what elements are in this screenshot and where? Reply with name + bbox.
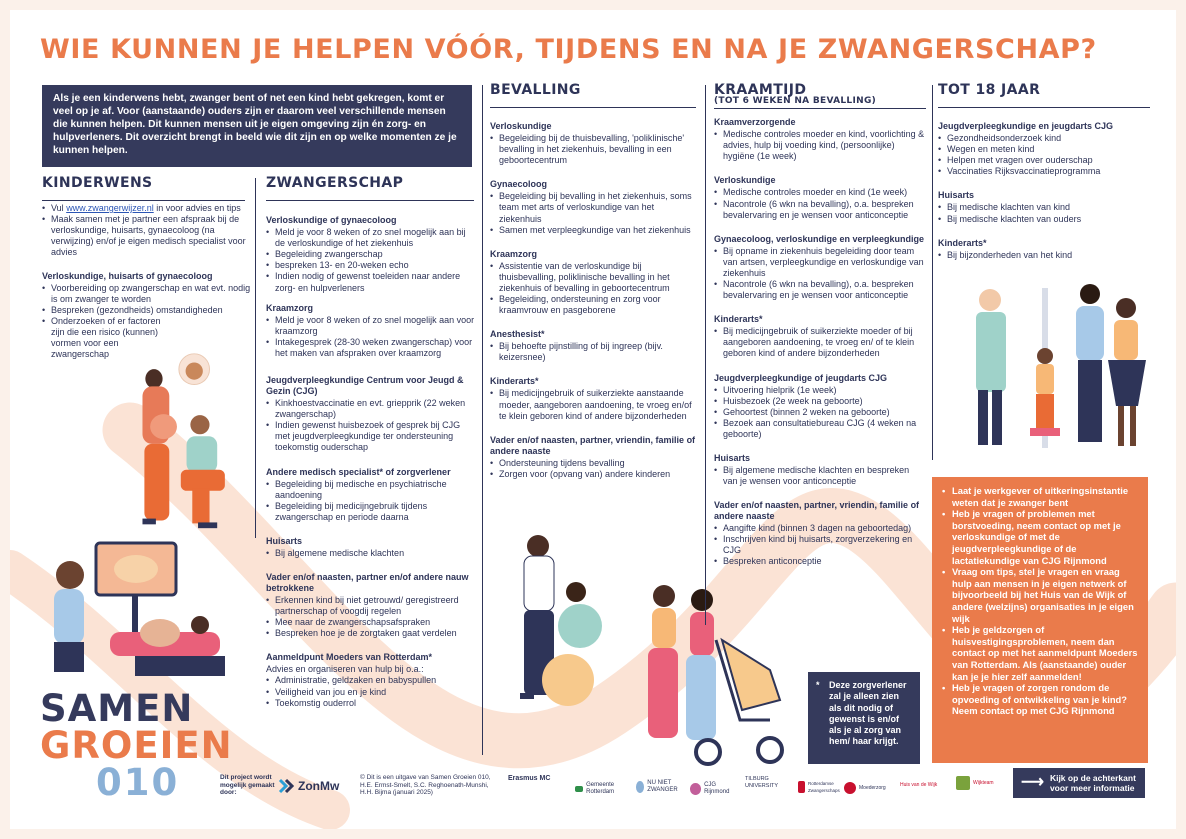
tot18-section: Kinderarts* • Bij bijzonderheden van het kind — [938, 238, 1150, 261]
heading-underline — [938, 107, 1150, 108]
kraamtijd-section: Jeugdverpleegkundige of jeugdarts CJG • Uitvoering hielprik (1e week) • Huisbezoek (2e week na geboorte) • Gehoortest (binnen 2 weken na geboorte) • Bezoek aan consultatiebureau CJG (4 weken na geboorte) — [714, 373, 926, 440]
tip-item: • Vraag om tips, stel je vragen en vraag hulp aan mensen in je eigen netwerk of bijvoorbeeld bij het Huis van de Wijk of andere (welzijns) organisaties in je eigen wijk — [942, 566, 1138, 624]
heading-underline — [714, 108, 926, 109]
kraamtijd-section: Kraamverzorgende • Medische controles moeder en kind, voorlichting & advies, hulp bij voeding kind, (persoonlijke) hygiëne (1e week) — [714, 117, 926, 162]
kraamtijd-section: Huisarts • Bij algemene medische klachten en bespreken van je wensen voor anticonceptie — [714, 453, 926, 487]
heading-underline — [490, 107, 696, 108]
heading-tot18: TOT 18 JAAR — [938, 82, 1041, 98]
heading-zwangerschap: ZWANGERSCHAP — [266, 175, 404, 191]
intro-box: Als je een kinderwens hebt, zwanger bent of net een kind hebt gekregen, komt er veel op je af. Voor (aanstaande) ouders zijn er daarom veel verschillende mensen die kunnen helpen. Dit kunnen mensen uit je eigen omgeving zijn én zorg- en hulpverleners. Dit overzicht brengt in beeld wie dit zijn en op welke momenten ze je kunnen helpen. — [42, 85, 472, 167]
partner-logo: Wijkteam — [956, 776, 1008, 790]
zwangerschap-section: Jeugdverpleegkundige Centrum voor Jeugd & Gezin (CJG) • Kinkhoestvaccinatie en evt. griepprik (22 weken zwangerschap) • Indien gewenst huisbezoek of gesprek bij CJG met jeugdverpleegkundige ter ondersteuning toekomstig ouderschap — [266, 375, 476, 453]
tip-item: • Laat je werkgever of uitkeringsinstantie weten dat je zwanger bent — [942, 485, 1138, 508]
ultrasound-illustration — [40, 537, 240, 677]
partner-logo: Erasmus MC — [508, 775, 551, 782]
list-item: • Onderzoeken of er factoren zijn die een risico (kunnen) vormen voor een zwangerschap — [42, 316, 162, 360]
birth-ball-illustration — [498, 530, 618, 710]
partner-logo: Huis van de Wijk — [900, 782, 938, 788]
bevalling-section: Vader en/of naasten, partner, vriendin, familie of andere naaste • Ondersteuning tijdens bevalling • Zorgen voor (opvang van) andere kinderen — [490, 435, 696, 480]
list-item: • Vul www.zwangerwijzer.nl in voor advies en tips — [42, 203, 254, 214]
couple-illustration — [125, 350, 250, 532]
partner-logo: Rotterdamse Zwangerschaps — [798, 780, 842, 794]
zwangerschap-section: Huisarts • Bij algemene medische klachten — [266, 536, 476, 559]
credits-text: © Dit is een uitgave van Samen Groeien 010, H.E. Ermst-Smelt, S.C. Reghoenath-Munshi, H.H. Bijma (januari 2025) — [360, 774, 491, 797]
kraamtijd-section: Vader en/of naasten, partner, vriendin, familie of andere naaste • Aangifte kind (binnen 3 dagen na geboortedag) • Inschrijven kind bij huisarts, zorgverzekering en CJG • Bespreken anticonceptie — [714, 500, 926, 567]
bevalling-section: Kinderarts* • Bij medicijngebruik of suikerziekte aanstaande moeder, aangeboren aandoening, te vroeg en/of te klein geboren kind of andere bijzonderheden — [490, 376, 696, 421]
doctor-family-illustration — [950, 278, 1150, 458]
kinderwens-list — [42, 203, 254, 258]
tot18-section: Jeugdverpleegkundige en jeugdarts CJG • Gezondheidsonderzoek kind • Wegen en meten kind • Helpen met vragen over ouderschap • Vaccinaties Rijksvaccinatieprogramma — [938, 121, 1150, 177]
page-title: WIE KUNNEN JE HELPEN VÓÓR, TIJDENS EN NA JE ZWANGERSCHAP? — [40, 34, 1097, 65]
heading-bevalling: BEVALLING — [490, 82, 581, 98]
tip-item: • Heb je vragen of problemen met borstvoeding, neem contact op met je verloskundige of met de jeugdverpleegkundige of de lactatiekundige van CJG Rijnmond — [942, 508, 1138, 566]
partner-logo: TILBURG UNIVERSITY — [745, 776, 779, 789]
tips-box — [932, 477, 1148, 763]
heading-underline — [266, 200, 474, 201]
kraamtijd-section: Verloskundige • Medische controles moeder en kind (1e week) • Nacontrole (6 wkn na bevalling), o.a. bespreken bevalervaring en je wensen voor anticonceptie — [714, 175, 926, 220]
stroller-illustration — [630, 580, 790, 770]
poster — [10, 10, 1176, 829]
bevalling-section: Kraamzorg • Assistentie van de verloskundige bij thuisbevalling, poliklinische bevalling in het ziekenhuis of bevalling in geboortecentrum • Begeleiding, ondersteuning en zorg voor kraamvrouw en pasgeborene — [490, 249, 696, 316]
made-possible-text: Dit project wordt mogelijk gemaakt door: — [220, 774, 275, 797]
bevalling-section: Anesthesist* • Bij behoefte pijnstilling of bij ingreep (bijv. keizersnee) — [490, 329, 696, 363]
zwangerschap-section: Andere medisch specialist* of zorgverlener • Begeleiding bij medische en psychiatrische aandoening • Begeleiding bij medicijngebruik tijdens zwangerschap en periode daarna — [266, 467, 476, 523]
column-divider — [932, 85, 933, 460]
zwangerschap-section: Vader en/of naasten, partner en/of andere nauw betrokkene • Erkennen kind bij niet getrouwd/ geregistreerd partnerschap of voogdij regelen • Mee naar de zwangerschapsafspraken • Bespreken hoe je de zorgtaken gaat verdelen — [266, 572, 476, 639]
column-kinderwens — [42, 175, 254, 360]
bevalling-section: Verloskundige • Begeleiding bij de thuisbevalling, 'poliklinische' bevalling in het ziekenhuis, bevalling in een geboortecentrum — [490, 121, 696, 166]
heading-kraamtijd: KRAAMTIJD — [714, 82, 807, 98]
samen-groeien-logo: SAMEN GROEIEN 010 — [40, 687, 233, 804]
column-divider — [482, 85, 483, 755]
column-bevalling — [490, 82, 696, 480]
subheading-kraamtijd: (TOT 6 WEKEN NA BEVALLING) — [714, 96, 877, 107]
partner-logo: CJG Rijnmond — [690, 782, 740, 796]
asterisk-marker: * — [816, 680, 820, 690]
kinderwens-list-2 — [42, 283, 254, 361]
list-item: • Maak samen met je partner een afspraak bij de verloskundige, huisarts, gynaecoloog (na verwijzing) en/of je eigen medisch specialist voor advies — [42, 214, 254, 258]
column-divider — [255, 178, 256, 538]
partner-logo: Gemeente Rotterdam — [575, 782, 633, 796]
tip-item: • Heb je vragen of zorgen rondom de opvoeding of ontwikkeling van je kind? Neem contact op met CJG Rijnmond — [942, 682, 1138, 717]
kraamtijd-section: Gynaecoloog, verloskundige en verpleegkundige • Bij opname in ziekenhuis begeleiding door team van artsen, verpleegkundige en verloskundige van ziekenhuis • Nacontrole (6 wkn na bevalling), o.a. bespreken bevalervaring en je wensen voor anticonceptie — [714, 234, 926, 301]
footnote-box — [808, 672, 920, 764]
heading-underline — [42, 200, 245, 201]
bevalling-section: Gynaecoloog • Begeleiding bij bevalling in het ziekenhuis, soms team met arts of verloskundige van het ziekenhuis • Samen met verpleegkundige van het ziekenhuis — [490, 179, 696, 235]
more-info-label: Kijk op de achterkant voor meer informatie — [1049, 773, 1136, 793]
zonmw-logo: ZonMw — [278, 778, 339, 794]
column-zwangerschap — [266, 175, 476, 709]
zwangerschap-section: Aanmeldpunt Moeders van Rotterdam* Advies en organiseren van hulp bij o.a.: • Administratie, geldzaken en babyspullen • Veiligheid van jou en je kind • Toekomstig ouderrol — [266, 652, 476, 708]
partner-logo: Moederzorg — [844, 782, 898, 794]
tot18-section: Huisarts • Bij medische klachten van kind • Bij medische klachten van ouders — [938, 190, 1150, 224]
zonmw-icon — [278, 778, 294, 794]
partner-logo: NU NIET ZWANGER — [636, 780, 686, 794]
zwangerschap-section: Verloskundige of gynaecoloog • Meld je voor 8 weken of zo snel mogelijk aan bij de verloskundige of het ziekenhuis • Begeleiding zwangerschap • bespreken 13- en 20-weken echo • Indien nodig of gewenst toeleiden naar andere zorg- en hulpverleners — [266, 215, 476, 294]
tip-item: • Heb je geldzorgen of huisvestigingsproblemen, neem dan contact op met het aanmeldpunt Moeders van Rotterdam. Als (aanstaande) ouder kan je je hier zelf aanmelden! — [942, 624, 1138, 682]
zwangerschap-section: Kraamzorg • Meld je voor 8 weken of zo snel mogelijk aan voor kraamzorg • Intakegesprek (28-30 weken zwangerschap) voor het maken van afspraken over kraamzorg — [266, 303, 476, 359]
more-info-button[interactable] — [1013, 768, 1145, 798]
heading-kinderwens: KINDERWENS — [42, 175, 153, 191]
list-item: • Bespreken (gezondheids) omstandigheden — [42, 305, 254, 316]
footnote-text: Deze zorgverlener zal je alleen zien als dit nodig of gewenst is en/of als je al zorg van hem/ haar krijgt. — [829, 680, 907, 747]
column-kraamtijd — [714, 82, 926, 568]
column-divider — [705, 85, 706, 625]
arrow-right-icon: ⟶ — [1021, 774, 1044, 791]
zwangerwijzer-link[interactable]: www.zwangerwijzer.nl — [66, 203, 154, 214]
section-title: Verloskundige, huisarts of gynaecoloog — [42, 270, 213, 281]
column-tot18 — [938, 82, 1150, 261]
list-item: • Voorbereiding op zwangerschap en wat evt. nodig is om zwanger te worden — [42, 283, 254, 305]
kraamtijd-section: Kinderarts* • Bij medicijngebruik of suikerziekte moeder of bij aangeboren aandoening, te vroeg en/ of te klein geboren kind of andere bijzonderheden — [714, 314, 926, 359]
